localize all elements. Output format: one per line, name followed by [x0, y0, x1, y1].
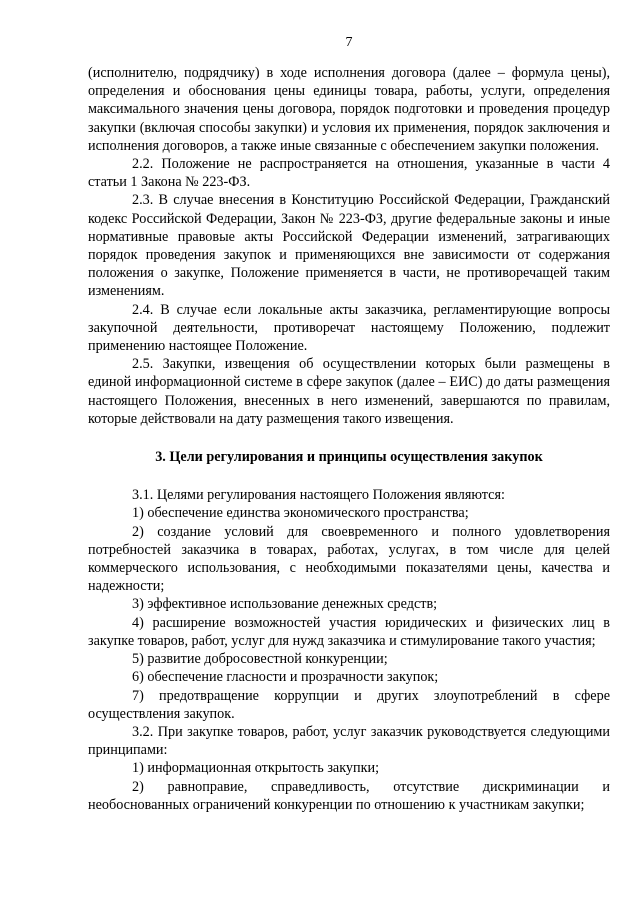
- paragraph: 2.4. В случае если локальные акты заказчика, регламентирующие вопросы закупочной деятельности, противоречат настоящему Положению, подлежит применению настоящее Положение.: [88, 301, 610, 355]
- list-item: 1) информационная открытость закупки;: [132, 760, 380, 777]
- section-2-body: [88, 64, 610, 428]
- list-item: 7) предотвращение коррупции и других злоупотреблений в сфере осуществления закупок.: [88, 687, 610, 722]
- paragraph: 3.2. При закупке товаров, работ, услуг заказчик руководствуется следующими принципами:: [88, 723, 610, 759]
- list-item: 4) расширение возможностей участия юридических и физических лиц в закупке товаров, работ, услуг для нужд заказчика и стимулирование такого участия;: [88, 614, 610, 649]
- list-item: 2) создание условий для своевременного и полного удовлетворения потребностей заказчика в товарах, работах, услугах, в том числе для целей коммерческого использования, с необходимыми показателями цены, качества и надежности;: [88, 523, 610, 595]
- paragraph: 2.2. Положение не распространяется на отношения, указанные в части 4 статьи 1 Закона № 223-ФЗ.: [88, 156, 610, 191]
- list-item: 3) эффективное использование денежных средств;: [132, 596, 438, 613]
- section-heading: 3. Цели регулирования и принципы осуществления закупок: [155, 449, 543, 466]
- list-item: 5) развитие добросовестной конкуренции;: [132, 651, 388, 668]
- paragraph: 2.3. В случае внесения в Конституцию Российской Федерации, Гражданский кодекс Российской Федерации, Закон № 223-ФЗ, другие федеральные законы и иные нормативные правовые акты Российской Федерации изменений, затрагивающих порядок проведения закупок и применяющихся вне зависимости от содержания положения о закупке, Положение применяется в части, не противоречащей таким изменениям.: [88, 192, 610, 300]
- paragraph: 2.5. Закупки, извещения об осуществлении которых были размещены в единой информационной системе в сфере закупок (далее – ЕИС) до даты размещения настоящего Положения, внесенных в него изменений, завершаются по правилам, которые действовали на дату размещения такого извещения.: [88, 356, 610, 427]
- list-item: 2) равноправие, справедливость, отсутствие дискриминации и необоснованных ограничений конкуренции по отношению к участникам закупки;: [88, 778, 610, 813]
- list-item: 6) обеспечение гласности и прозрачности закупок;: [132, 669, 439, 686]
- paragraph: (исполнителю, подрядчику) в ходе исполнения договора (далее – формула цены), определения и обоснования цены единицы товара, работы, услуги, определения максимального значения цены договора, порядок подготовки и проведения процедур закупки (включая способы закупки) и условия их применения, порядок заключения и исполнения договоров, а также иные связанные с обеспечением закупки положения.: [88, 65, 610, 154]
- list-item: 1) обеспечение единства экономического пространства;: [132, 505, 469, 522]
- page-number: 7: [345, 35, 353, 50]
- section-3-body: [88, 486, 610, 814]
- paragraph: 3.1. Целями регулирования настоящего Положения являются:: [132, 487, 505, 504]
